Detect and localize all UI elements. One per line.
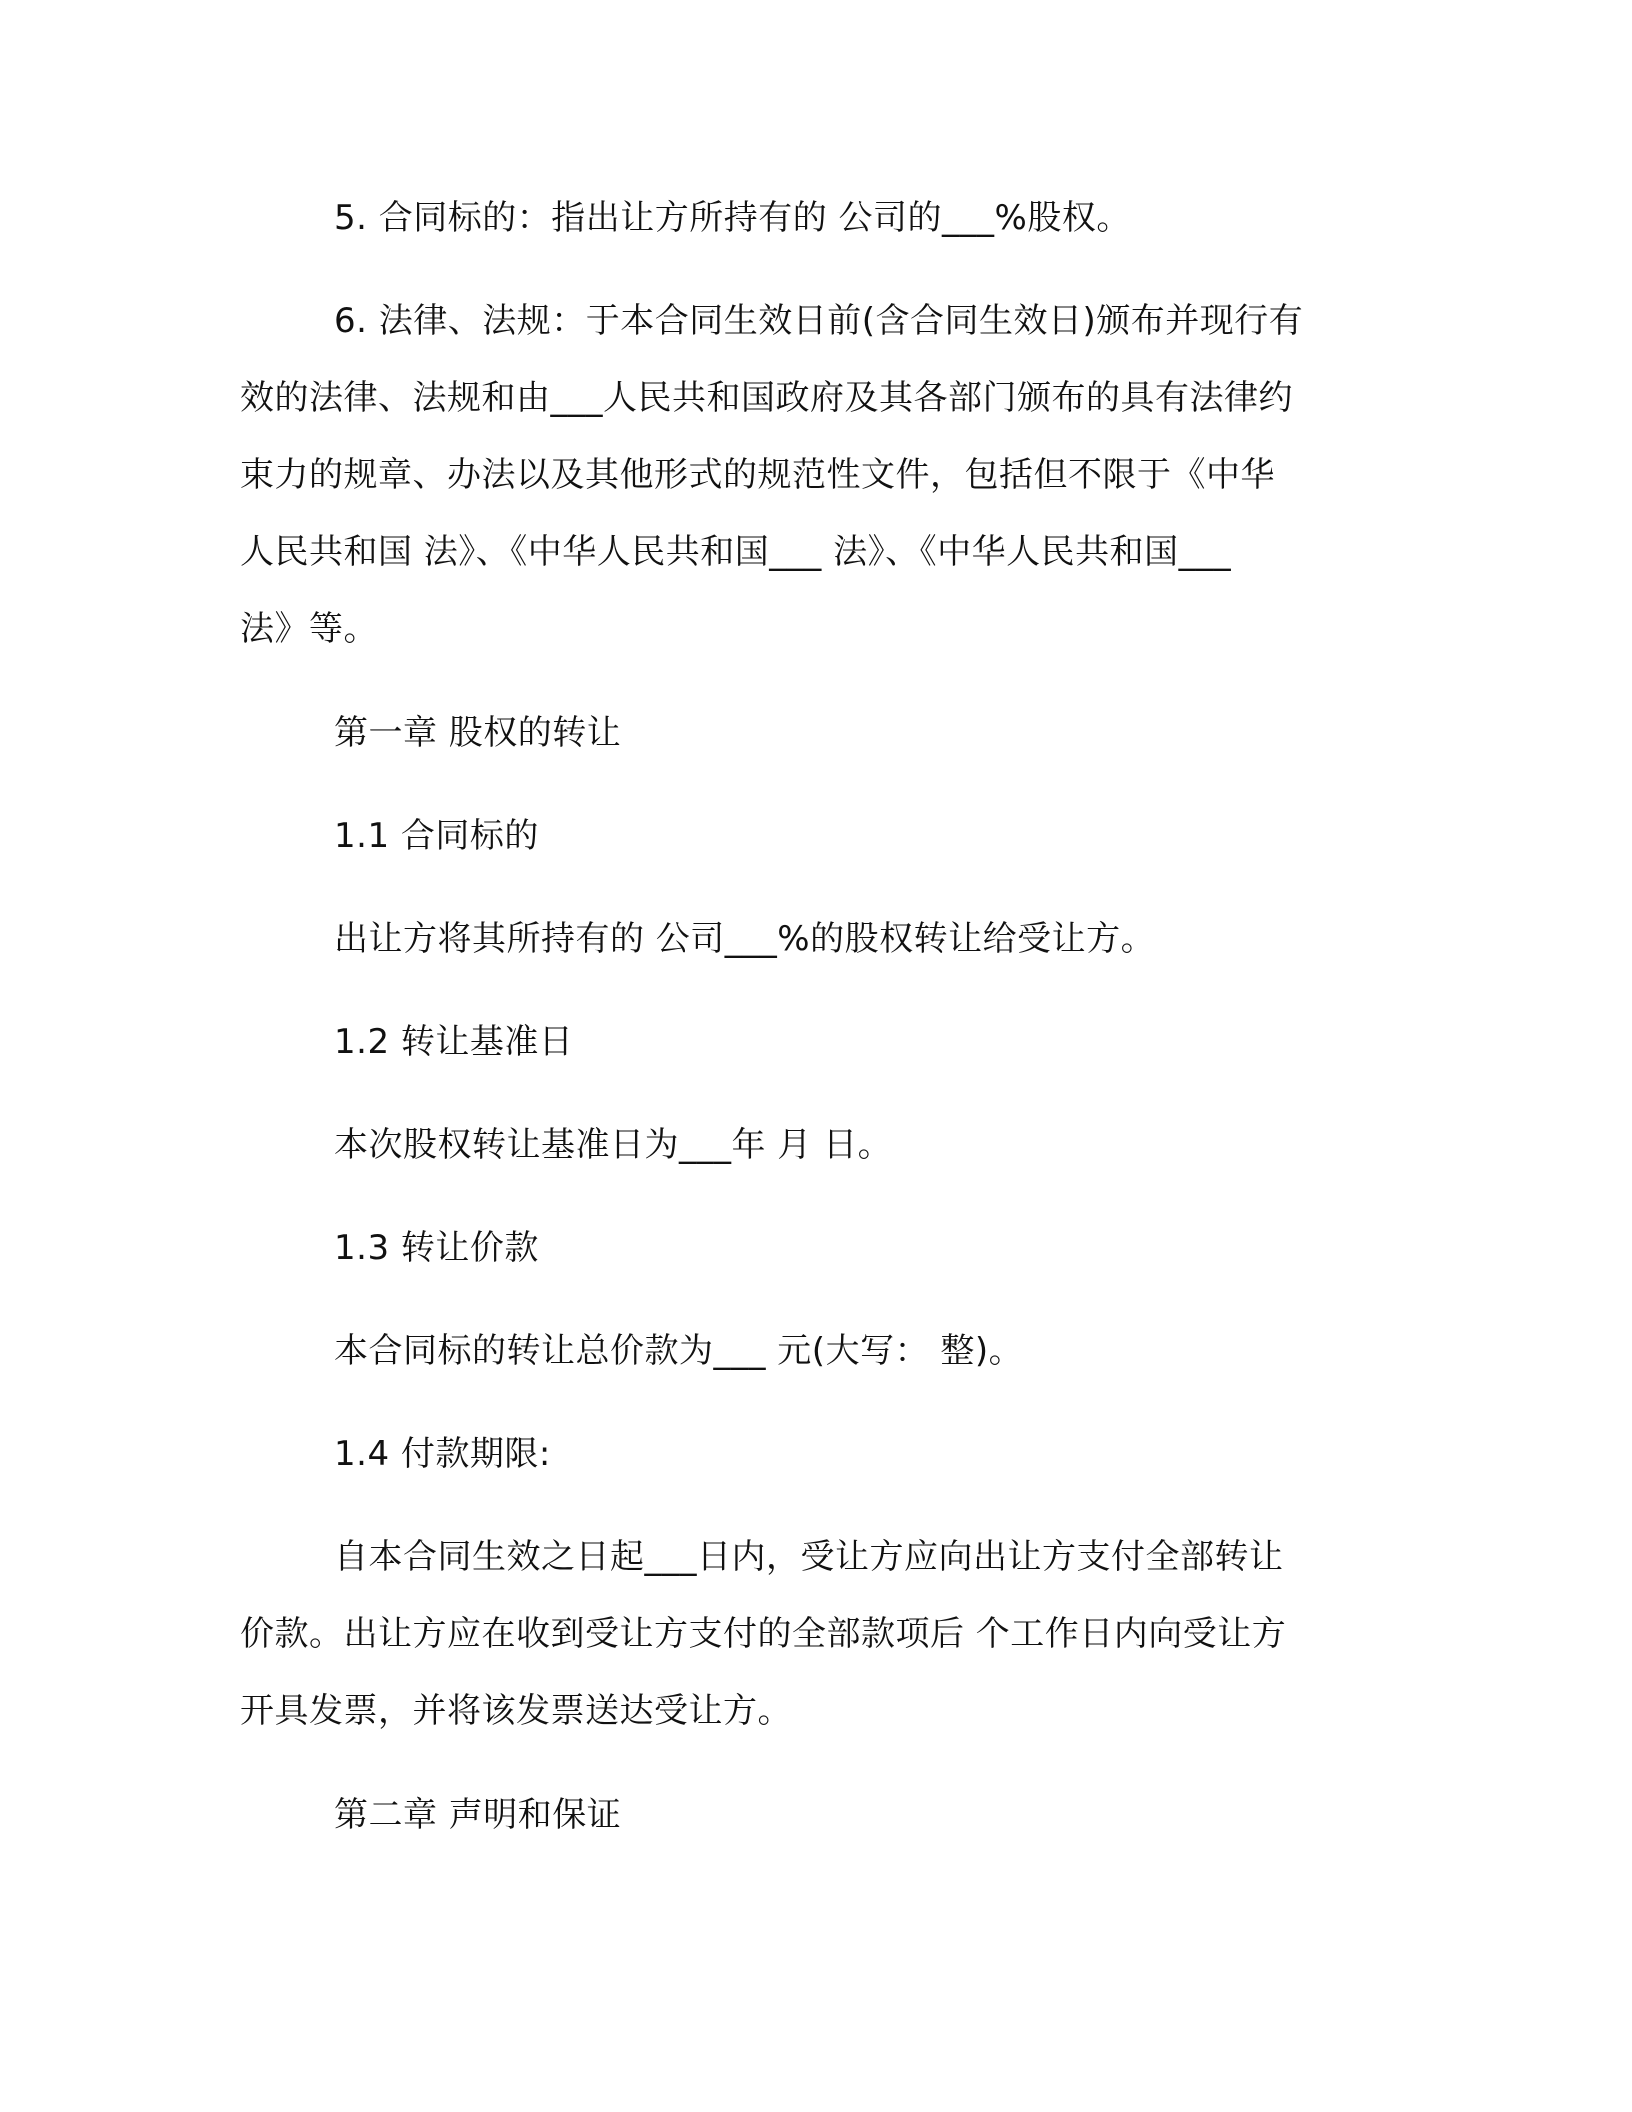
section-1-3-heading [240, 1210, 1380, 1287]
clause-6-line-3: 束力的规章、办法以及其他形式的规范性文件，包括但不限于《中华 [240, 455, 1275, 495]
clause-6-line-1: 6. 法律、法规：于本合同生效日前(含合同生效日)颁布并现行有 [334, 301, 1304, 341]
section-1-4-line-1: 自本合同生效之日起___日内，受让方应向出让方支付全部转让 [334, 1537, 1284, 1577]
section-1-1-heading [240, 798, 1380, 875]
section-1-2-title: 1.2 转让基准日 [334, 1022, 574, 1062]
section-1-4-line-2: 价款。出让方应在收到受让方支付的全部款项后 个工作日内向受让方 [240, 1614, 1287, 1654]
section-1-4-heading [240, 1416, 1380, 1493]
chapter-2-heading [240, 1777, 1380, 1854]
chapter-1-heading [240, 695, 1380, 772]
clause-6-line-5: 法》等。 [240, 609, 378, 649]
section-1-2-heading [240, 1004, 1380, 1081]
section-1-1-title: 1.1 合同标的 [334, 816, 539, 856]
section-1-4-body [240, 1519, 1380, 1750]
clause-6-definition [240, 283, 1380, 668]
chapter-2-title: 第二章 声明和保证 [334, 1795, 622, 1835]
section-1-2-body [240, 1107, 1380, 1184]
clause-6-line-4: 人民共和国 法》、《中华人民共和国___ 法》、《中华人民共和国___ [240, 532, 1232, 572]
section-1-3-title: 1.3 转让价款 [334, 1228, 539, 1268]
section-1-4-line-3: 开具发票，并将该发票送达受让方。 [240, 1691, 792, 1731]
section-1-3-text: 本合同标的转让总价款为___ 元(大写： 整)。 [334, 1331, 1024, 1371]
clause-5-definition [240, 180, 1380, 257]
section-1-4-title: 1.4 付款期限: [334, 1434, 551, 1474]
section-1-1-body [240, 901, 1380, 978]
clause-6-line-2: 效的法律、法规和由___人民共和国政府及其各部门颁布的具有法律约 [240, 378, 1293, 418]
section-1-2-text: 本次股权转让基准日为___年 月 日。 [334, 1125, 893, 1165]
chapter-1-title: 第一章 股权的转让 [334, 713, 622, 753]
section-1-1-text: 出让方将其所持有的 公司___%的股权转让给受让方。 [334, 919, 1156, 959]
section-1-3-body [240, 1313, 1380, 1390]
clause-5-text: 5. 合同标的：指出让方所持有的 公司的___%股权。 [334, 198, 1131, 238]
